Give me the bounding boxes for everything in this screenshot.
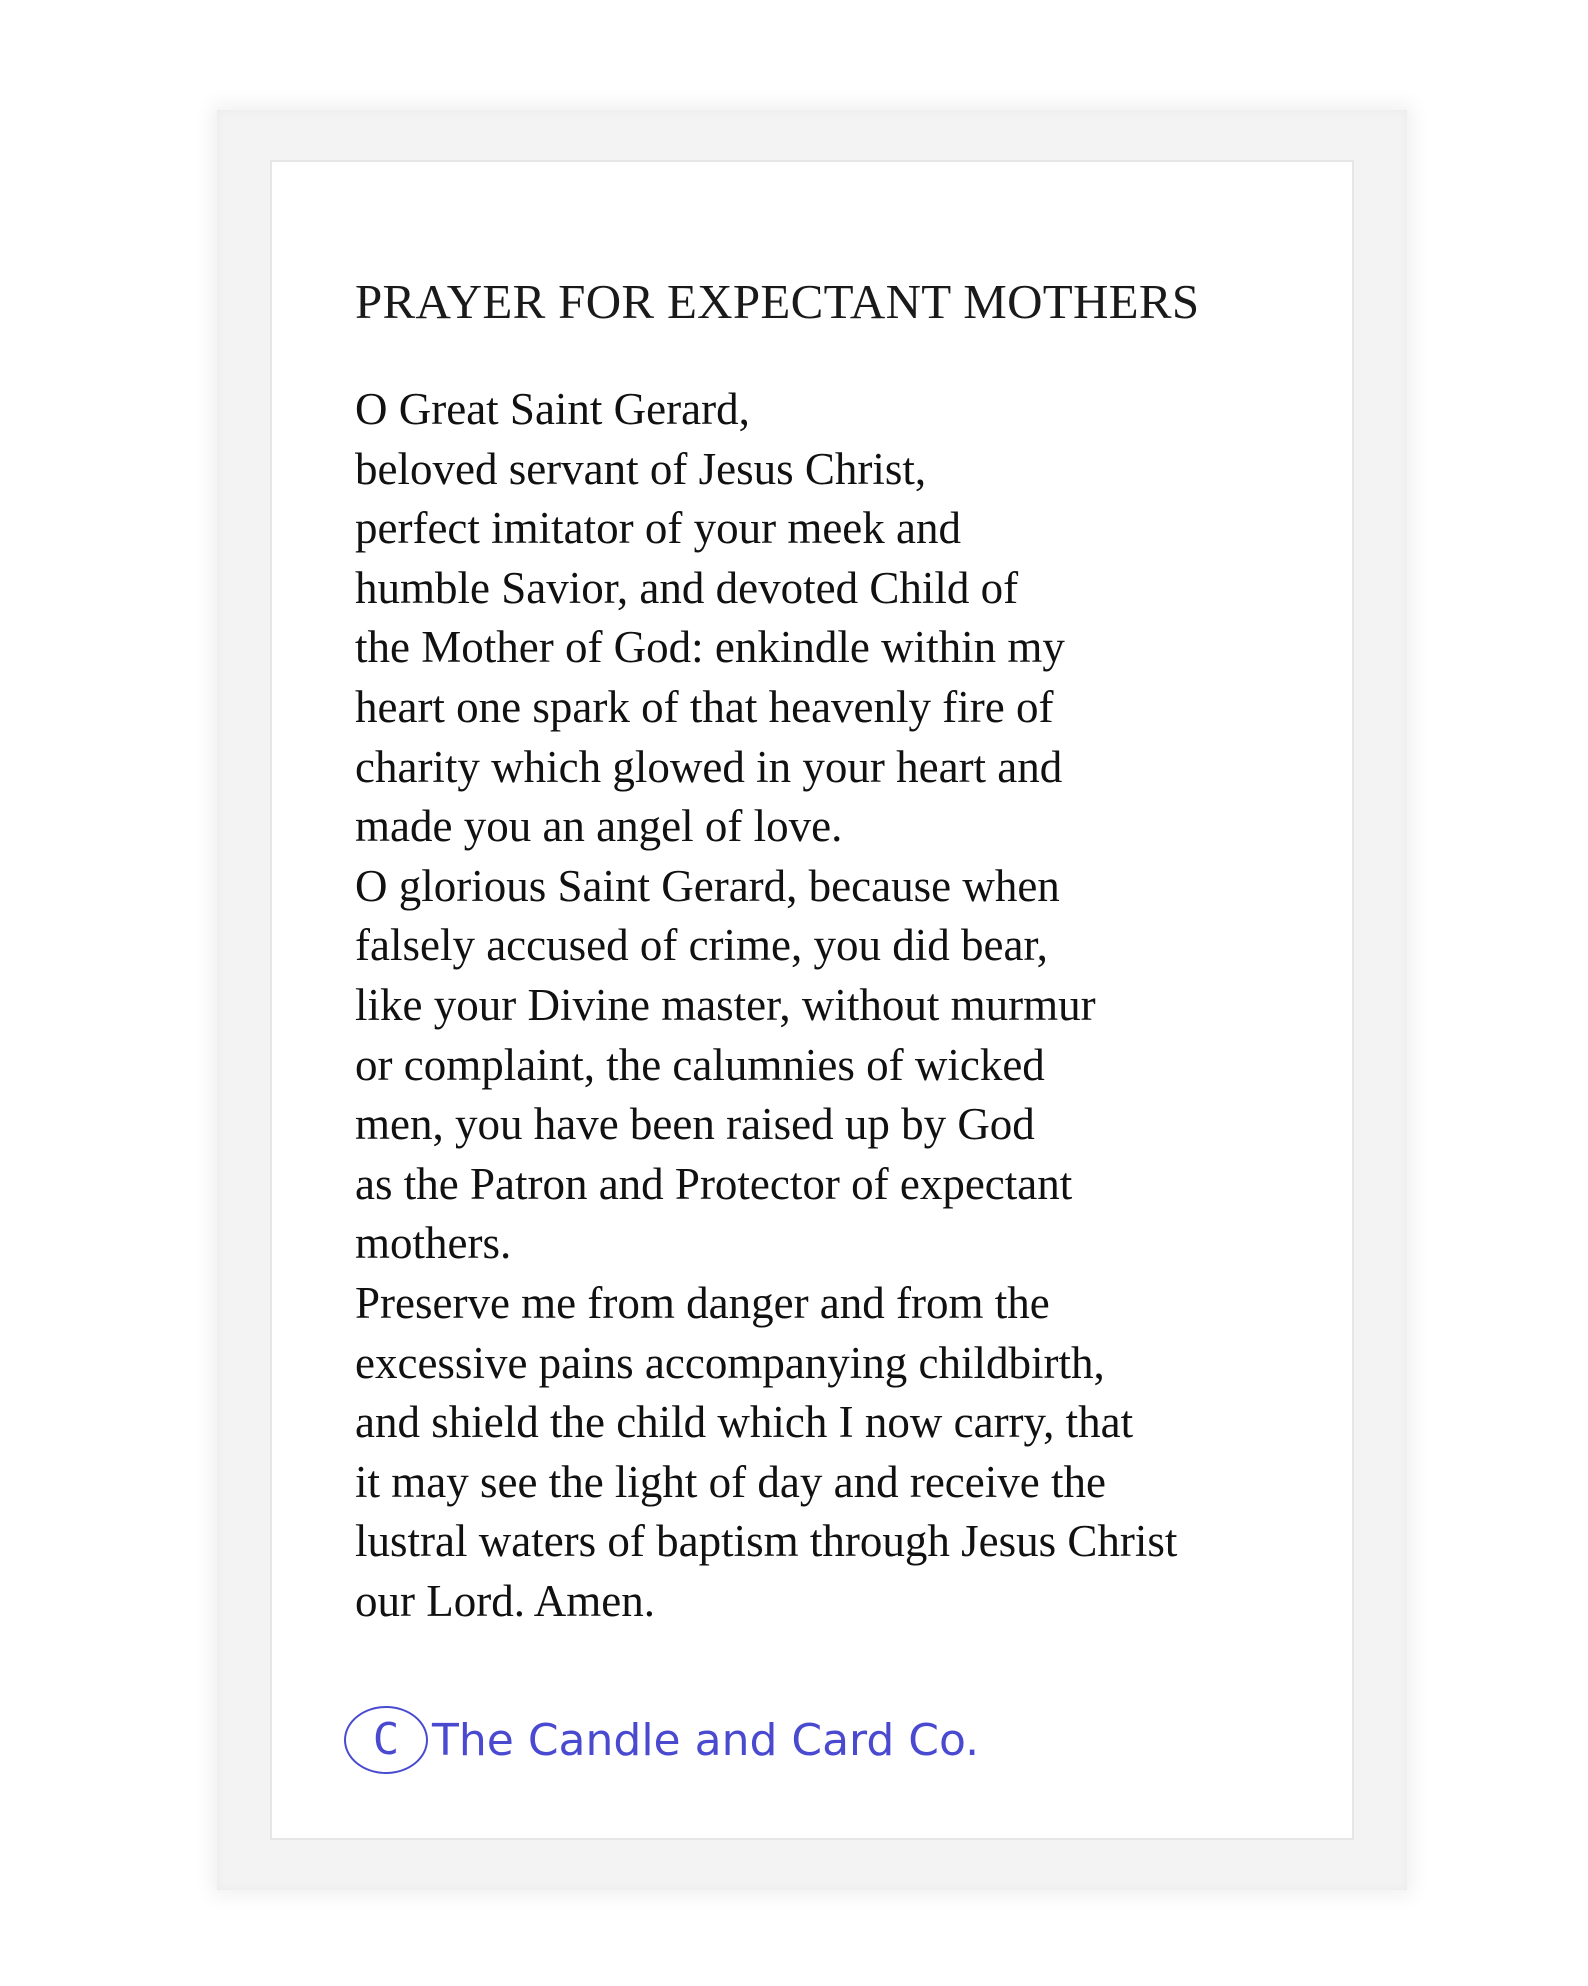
prayer-line: made you an angel of love.	[355, 801, 843, 852]
prayer-line: or complaint, the calumnies of wicked	[355, 1039, 1045, 1090]
prayer-line: as the Patron and Protector of expectant	[355, 1158, 1073, 1209]
prayer-line: Preserve me from danger and from the	[355, 1277, 1050, 1328]
copyright-notice	[344, 1703, 979, 1777]
company-name: The Candle and Card Co.	[432, 1714, 980, 1766]
prayer-line: perfect imitator of your meek and	[355, 503, 962, 554]
prayer-line: falsely accused of crime, you did bear,	[355, 920, 1048, 971]
prayer-line: humble Savior, and devoted Child of	[355, 562, 1019, 613]
prayer-line: mothers.	[355, 1218, 512, 1269]
prayer-line: excessive pains accompanying childbirth,	[355, 1337, 1105, 1388]
prayer-line: O glorious Saint Gerard, because when	[355, 860, 1060, 911]
prayer-line: charity which glowed in your heart and	[355, 741, 1063, 792]
prayer-title: PRAYER FOR EXPECTANT MOTHERS	[355, 274, 1200, 329]
prayer-line: O Great Saint Gerard,	[355, 384, 750, 434]
prayer-line: it may see the light of day and receive the	[355, 1456, 1106, 1507]
prayer-line: like your Divine master, without murmur	[355, 979, 1096, 1030]
prayer-line: beloved servant of Jesus Christ,	[355, 443, 927, 494]
prayer-line: men, you have been raised up by God	[355, 1099, 1035, 1150]
copyright-icon: C	[344, 1706, 428, 1774]
prayer-line: and shield the child which I now carry, that	[355, 1397, 1134, 1448]
prayer-text	[355, 380, 1177, 1631]
prayer-line: heart one spark of that heavenly fire of	[355, 681, 1054, 732]
prayer-line: our Lord. Amen.	[355, 1575, 655, 1626]
prayer-line: lustral waters of baptism through Jesus Christ	[355, 1516, 1178, 1567]
prayer-line: the Mother of God: enkindle within my	[355, 622, 1065, 673]
